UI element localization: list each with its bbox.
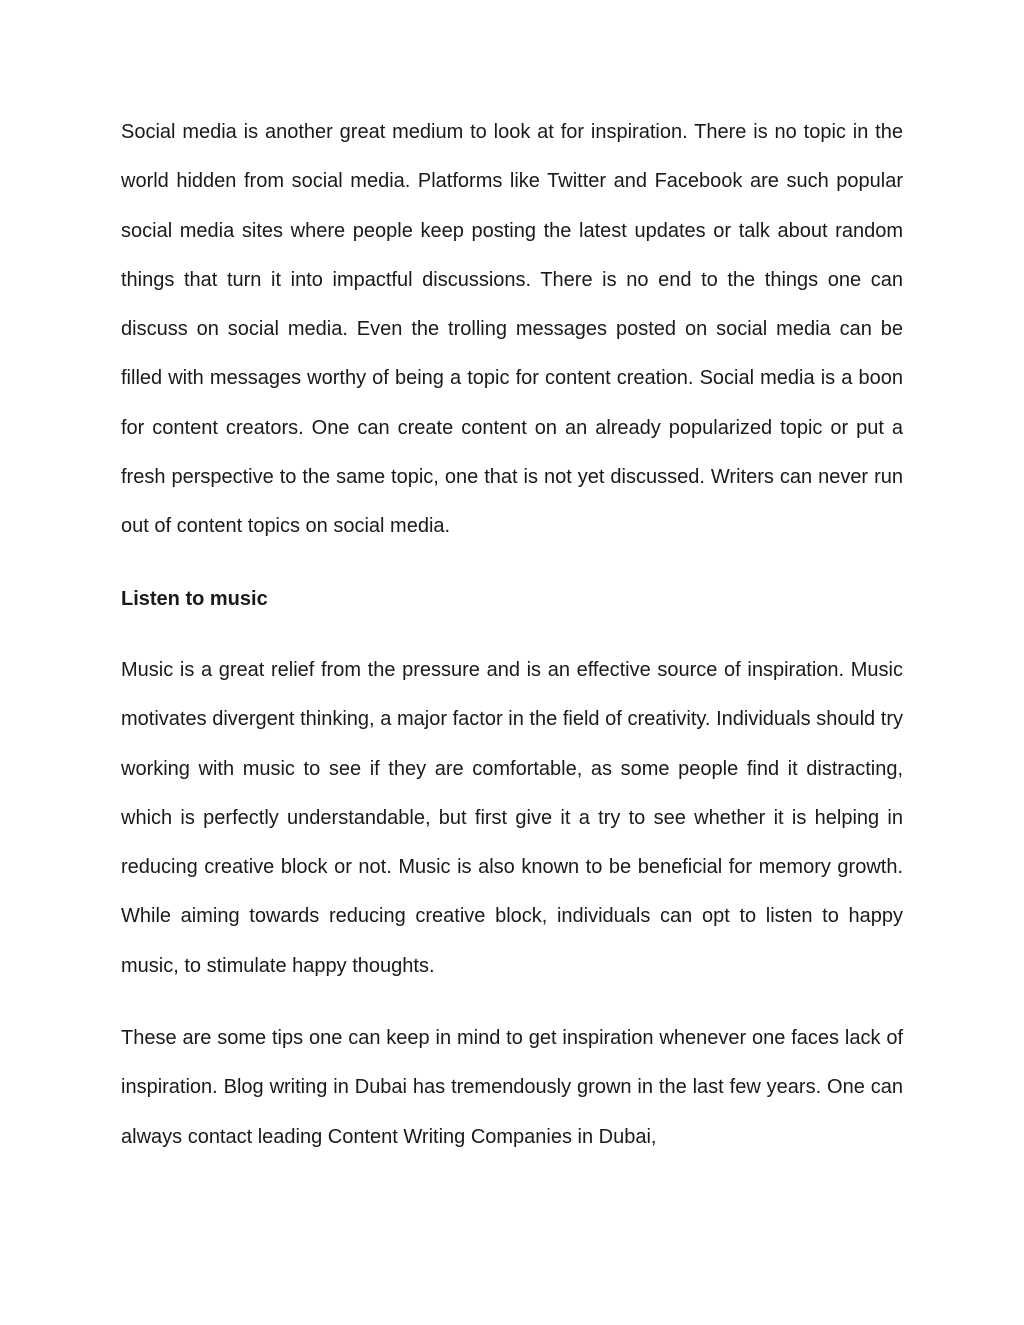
document-page <box>121 108 903 1162</box>
paragraph-social-media: Social media is another great medium to look at for inspiration. There is no topic in the world hidden from social media. Platforms like Twitter and Facebook are such popular social media sites where people keep posting the latest updates or talk about random things that turn it into impactful discussions. There is no end to the things one can discuss on social media. Even the trolling messages posted on social media can be filled with messages worthy of being a topic for content creation. Social media is a boon for content creators. One can create content on an already popularized topic or put a fresh perspective to the same topic, one that is not yet discussed. Writers can never run out of content topics on social media. <box>121 121 903 538</box>
paragraph-music: Music is a great relief from the pressure and is an effective source of inspiration. Music motivates divergent thinking, a major factor in the field of creativity. Individuals should try working with music to see if they are comfortable, as some people find it distracting, which is perfectly understandable, but first give it a try to see whether it is helping in reducing creative block or not. Music is also known to be beneficial for memory growth. While aiming towards reducing creative block, individuals can opt to listen to happy music, to stimulate happy thoughts. <box>121 658 903 977</box>
paragraph-tips: These are some tips one can keep in mind to get inspiration whenever one faces lack of inspiration. Blog writing in Dubai has tremendously grown in the last few years. One can always contact leading Content Writing Companies in Dubai, <box>121 1027 903 1148</box>
section-heading-listen-to-music: Listen to music <box>121 587 268 610</box>
